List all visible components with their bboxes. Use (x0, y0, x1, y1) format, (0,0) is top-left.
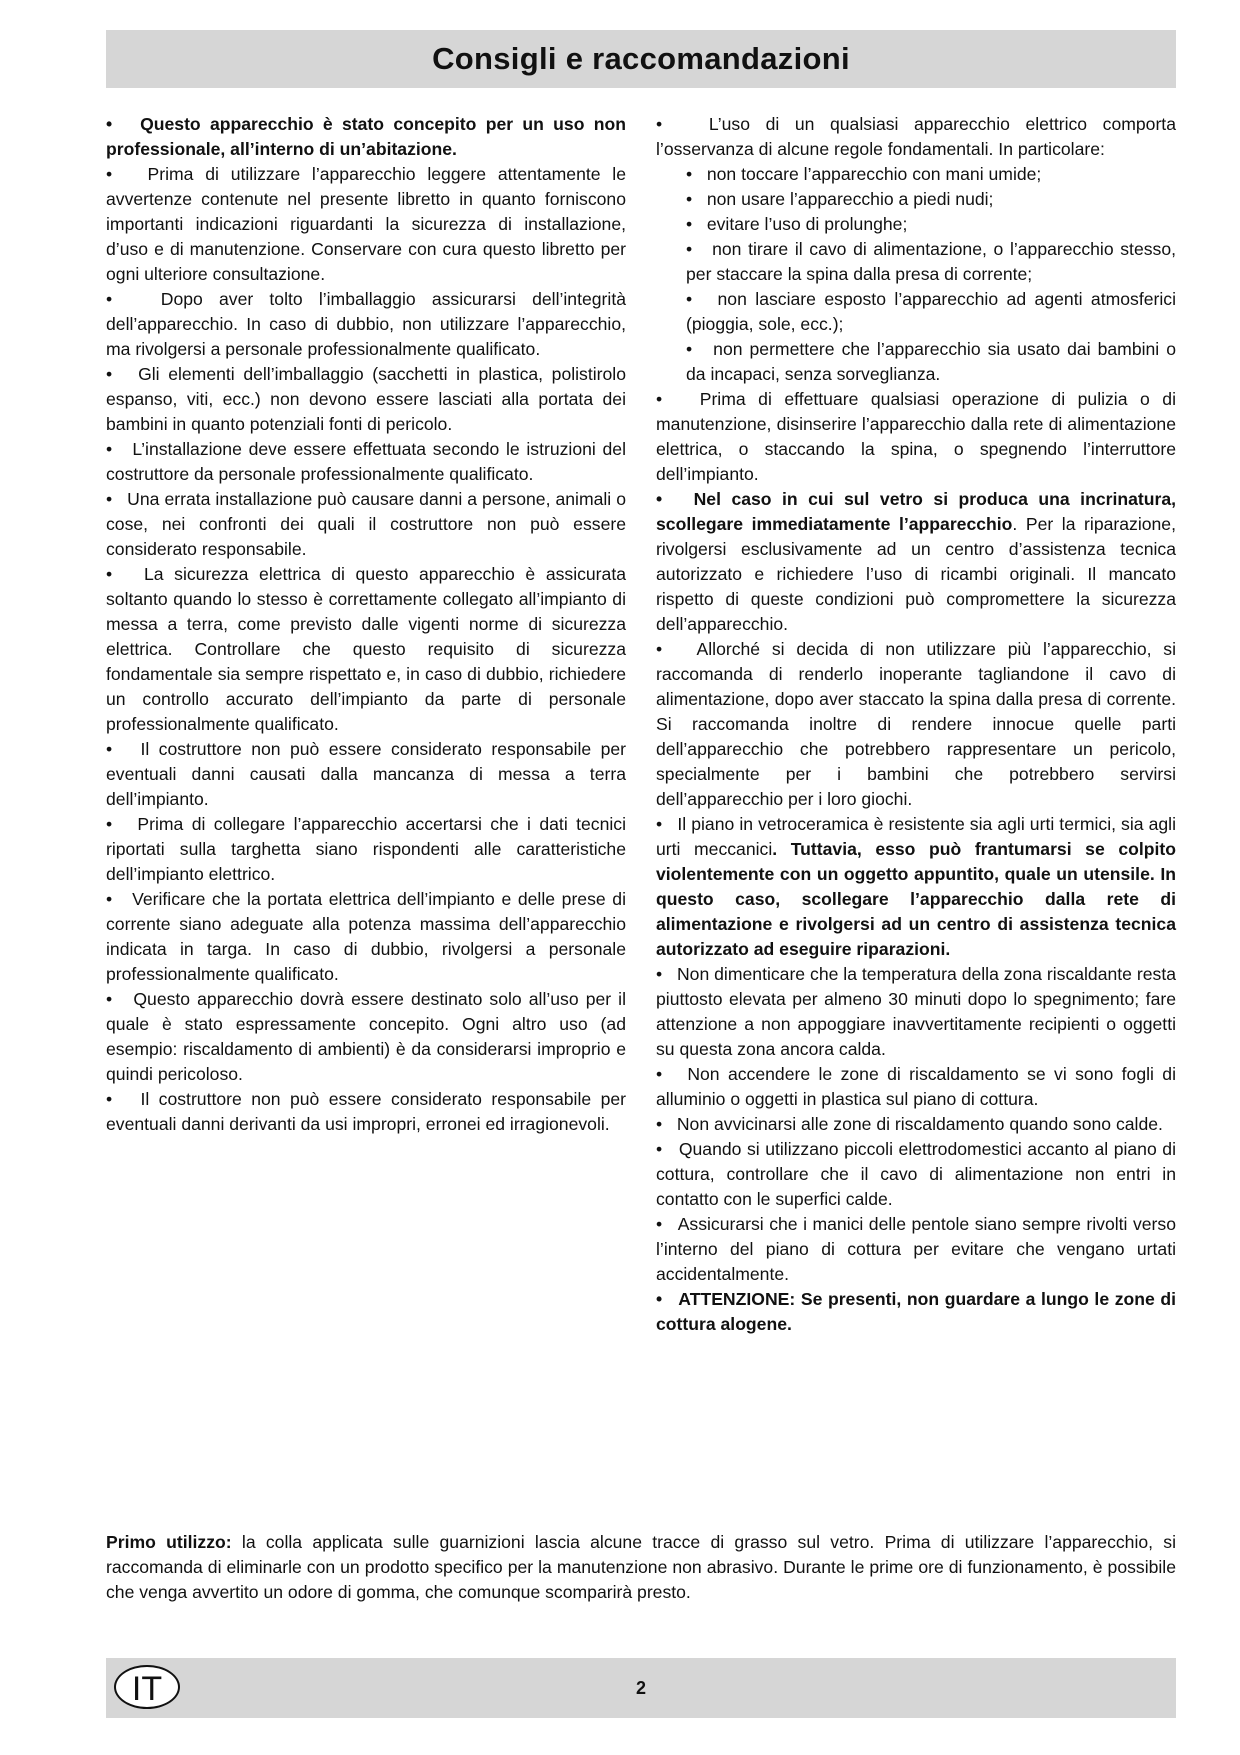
first-use-note (106, 1530, 1176, 1605)
sub-list-item: • evitare l’uso di prolunghe; (686, 214, 908, 234)
paragraph: • Allorché si decida di non utilizzare più l’apparecchio, si raccomanda di renderlo inoperante tagliandone il cavo di alimentazione, dopo aver staccato la spina dalla presa di corrente. Si raccomanda inoltre di rendere innocue quelle parti dell’apparecchio che potrebbero rappresentare un pericolo, specialmente per i bambini che potrebbero servirsi dell’apparecchio per i loro giochi. (656, 639, 1176, 809)
paragraph: • La sicurezza elettrica di questo apparecchio è assicurata soltanto quando lo stesso è correttamente collegato all’impianto di messa a terra, come previsto dalle vigenti norme di sicurezza elettrica. Controllare che questo requisito di sicurezza fondamentale sia sempre rispettato e, in caso di dubbio, richiedere un controllo accurato dell’impianto da parte di personale professionalmente qualificato. (106, 564, 627, 734)
sub-list-item: • non toccare l’apparecchio con mani umide; (686, 164, 1042, 184)
paragraph: • Questo apparecchio è stato concepito per un uso non professionale, all’interno di un’abitazione. (106, 114, 626, 159)
sub-list-item: • non permettere che l’apparecchio sia usato dai bambini o da incapaci, senza sorveglianza. (686, 339, 1176, 384)
sub-list-item: • non usare l’apparecchio a piedi nudi; (686, 189, 994, 209)
paragraph: • Prima di collegare l’apparecchio accertarsi che i dati tecnici riportati sulla targhetta siano rispondenti alle caratteristiche dell’impianto elettrico. (106, 814, 626, 884)
header-bar (106, 30, 1176, 88)
sub-list-item: • non lasciare esposto l’apparecchio ad agenti atmosferici (pioggia, sole, ecc.); (686, 289, 1176, 334)
paragraph: • Gli elementi dell’imballaggio (sacchetti in plastica, polistirolo espanso, viti, ecc.) non devono essere lasciati alla portata dei bambini in quanto potenziali fonti di pericolo. (106, 364, 626, 434)
warning-paragraph: • ATTENZIONE: Se presenti, non guardare a lungo le zone di cottura alogene. (656, 1289, 1176, 1334)
paragraph: • Assicurarsi che i manici delle pentole siano sempre rivolti verso l’interno del piano di cottura per evitare che vengano urtati accidentalmente. (656, 1214, 1176, 1284)
paragraph: • Il costruttore non può essere considerato responsabile per eventuali danni derivanti da usi impropri, erronei ed irragionevoli. (106, 1089, 626, 1134)
paragraph: • Questo apparecchio dovrà essere destinato solo all’uso per il quale è stato espressamente concepito. Ogni altro uso (ad esempio: riscaldamento di ambienti) è da considerarsi improprio e quindi pericoloso. (106, 989, 626, 1084)
paragraph: • Quando si utilizzano piccoli elettrodomestici accanto al piano di cottura, controllare che il cavo di alimentazione non entri in contatto con le superfici calde. (656, 1139, 1176, 1209)
page-number: 2 (635, 1678, 646, 1698)
paragraph: • Il costruttore non può essere considerato responsabile per eventuali danni causati dalla mancanza di messa a terra dell’impianto. (106, 739, 626, 809)
paragraph: • Non avvicinarsi alle zone di riscaldamento quando sono calde. (656, 1114, 1163, 1134)
page-title: Consigli e raccomandazioni (432, 41, 850, 76)
paragraph: • Non dimenticare che la temperatura della zona riscaldante resta piuttosto elevata per almeno 30 minuti dopo lo spegnimento; fare attenzione a non appoggiare inavvertitamente recipienti o oggetti su questa zona ancora calda. (656, 964, 1176, 1059)
paragraph: • Una errata installazione può causare danni a persone, animali o cose, nei confronti dei quali il costruttore non può essere considerato responsabile. (106, 489, 626, 559)
first-use-label: Primo utilizzo: (106, 1532, 232, 1552)
left-column (106, 112, 626, 1137)
sub-list-item: • non tirare il cavo di alimentazione, o l’apparecchio stesso, per staccare la spina dalla presa di corrente; (686, 239, 1176, 284)
paragraph: • Verificare che la portata elettrica dell’impianto e delle prese di corrente siano adeguate alla potenza massima dell’apparecchio indicata in targa. In caso di dubbio, rivolgersi a personale professionalmente qualificato. (106, 889, 626, 984)
footer-bar (106, 1658, 1176, 1718)
paragraph: • Dopo aver tolto l’imballaggio assicurarsi dell’integrità dell’apparecchio. In caso di dubbio, non utilizzare l’apparecchio, ma rivolgersi a personale professionalmente qualificato. (106, 289, 626, 359)
paragraph: • Il piano in vetroceramica è resistente sia agli urti termici, sia agli urti meccanici. Tuttavia, esso può frantumarsi se colpito violentemente con un oggetto appuntito, quale un utensile. In questo caso, scollegare l’apparecchio dalla rete di alimentazione e rivolgersi ad un centro di assistenza tecnica autorizzato ad eseguire riparazioni. (656, 814, 1176, 959)
language-badge: IT (114, 1665, 180, 1709)
paragraph: • Prima di effettuare qualsiasi operazione di pulizia o di manutenzione, disinserire l’apparecchio dalla rete di alimentazione elettrica, o staccando la spina, o spegnendo l’interruttore dell’impianto. (656, 389, 1176, 484)
right-column (656, 112, 1176, 1337)
paragraph: • L’uso di un qualsiasi apparecchio elettrico comporta l’osservanza di alcune regole fondamentali. In particolare: (656, 114, 1176, 159)
paragraph: • Nel caso in cui sul vetro si produca una incrinatura, scollegare immediatamente l’apparecchio. Per la riparazione, rivolgersi esclusivamente ad un centro d’assistenza tecnica autorizzato e richiedere l’uso di ricambi originali. Il mancato rispetto di queste condizioni può compromettere la sicurezza dell’apparecchio. (656, 489, 1176, 634)
paragraph: • Prima di utilizzare l’apparecchio leggere attentamente le avvertenze contenute nel presente libretto in quanto forniscono importanti indicazioni riguardanti la sicurezza di installazione, d’uso e di manutenzione. Conservare con cura questo libretto per ogni ulteriore consultazione. (106, 164, 626, 284)
paragraph: • Non accendere le zone di riscaldamento se vi sono fogli di alluminio o oggetti in plastica sul piano di cottura. (656, 1064, 1176, 1109)
paragraph: • L’installazione deve essere effettuata secondo le istruzioni del costruttore da personale professionalmente qualificato. (106, 439, 626, 484)
first-use-text: la colla applicata sulle guarnizioni lascia alcune tracce di grasso sul vetro. Prima di utilizzare l’apparecchio, si raccomanda di eliminarle con un prodotto specifico per la manutenzione non abrasivo. Durante le prime ore di funzionamento, è possibile che venga avvertito un odore di gomma, che comunque scomparirà presto. (106, 1532, 1177, 1602)
